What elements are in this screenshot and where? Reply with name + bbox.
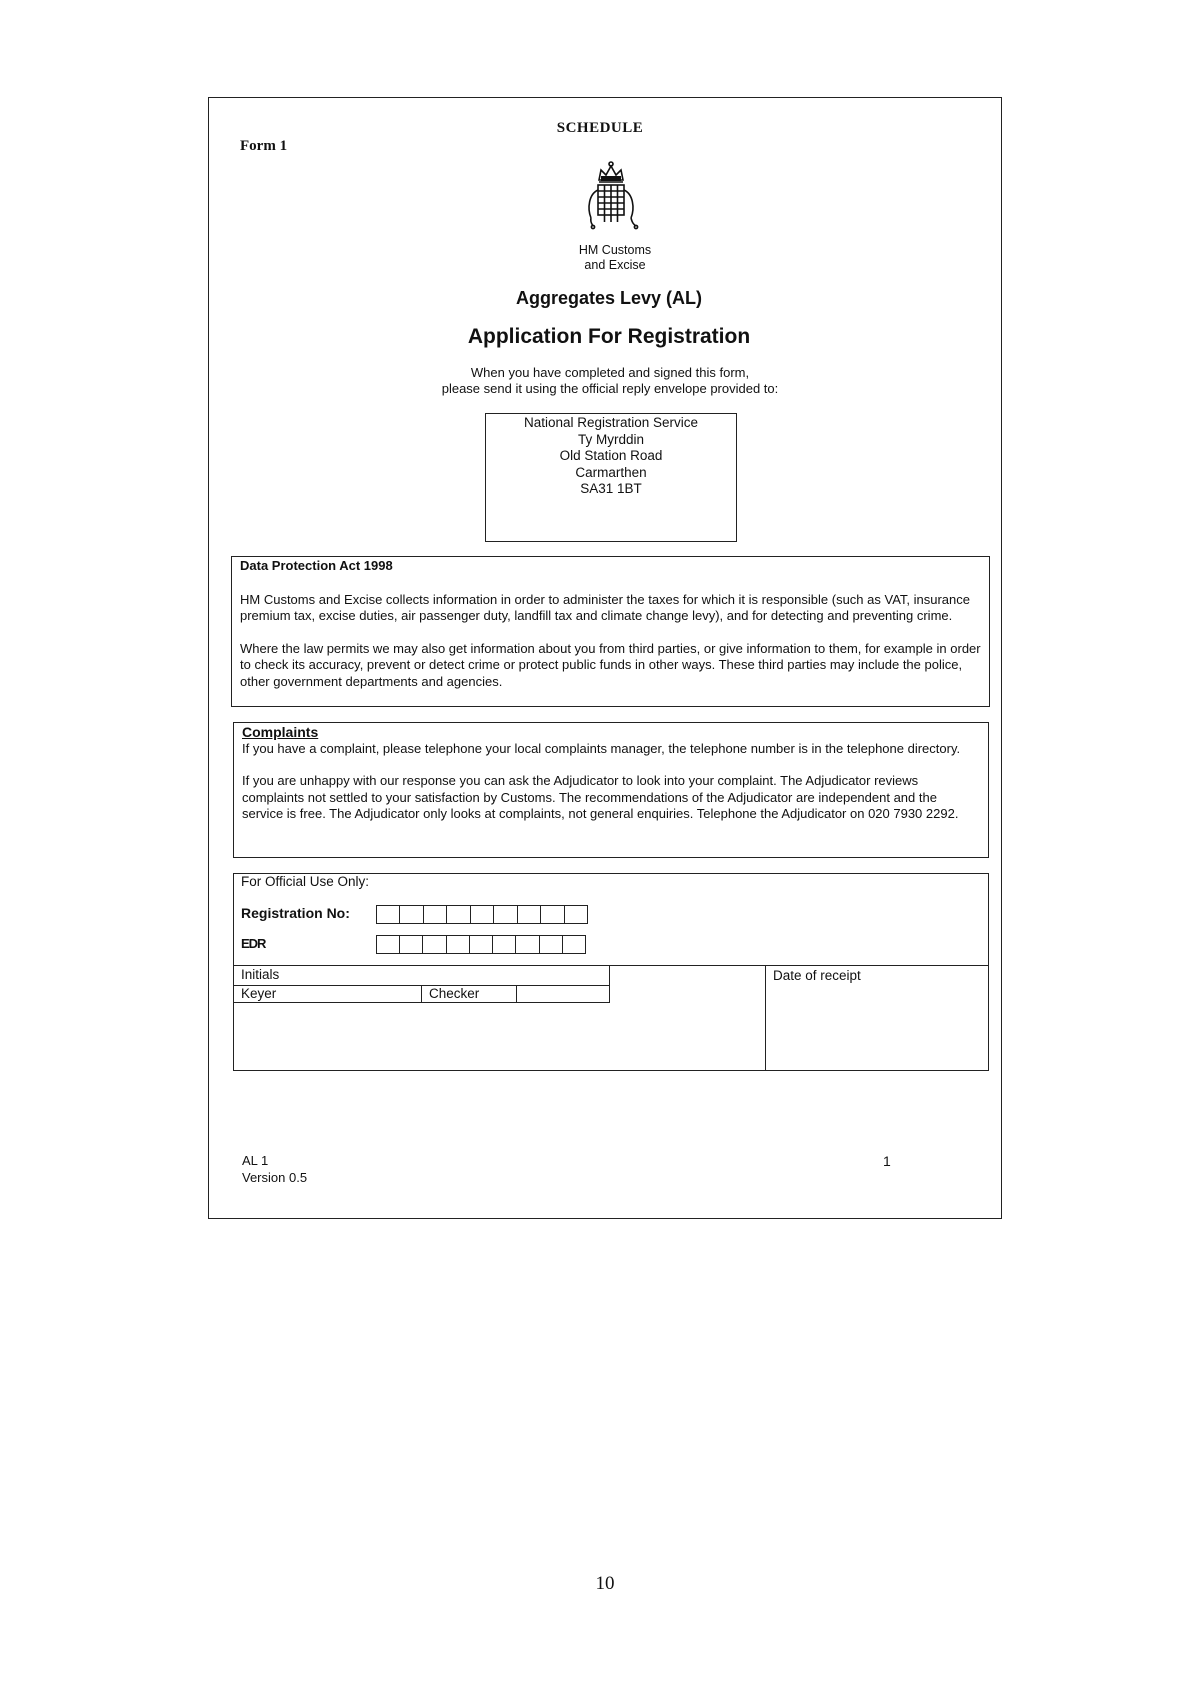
complaints-title: Complaints (242, 724, 319, 740)
complaints-paragraph: If you are unhappy with our response you can ask the Adjudicator to look into your complaint. The Adjudicator reviews complaints not settled to your satisfaction by Customs. The recommendations of the Adjudicator are independent and the service is free. The Adjudicator only looks at complaints, not general enquiries. Telephone the Adjudicator on 020 7930 2292. (242, 773, 959, 821)
digit-box[interactable] (470, 936, 493, 953)
address-line: National Registration Service (523, 415, 699, 430)
return-address-box (485, 413, 737, 542)
schedule-title: SCHEDULE (556, 120, 644, 136)
registration-number-field[interactable] (376, 905, 588, 924)
digit-box[interactable] (447, 936, 470, 953)
edr-label: EDR (241, 936, 266, 951)
keyer-label: Keyer (241, 986, 277, 1001)
address-line: Old Station Road (559, 448, 663, 463)
edr-field[interactable] (376, 935, 586, 954)
digit-box[interactable] (447, 906, 470, 923)
digit-box[interactable] (471, 906, 494, 923)
data-protection-paragraph: HM Customs and Excise collects information in order to administer the taxes for which it is responsible (such as VAT, insurance premium tax, excise duties, air passenger duty, landfill tax and climate change levy), and for detecting and preventing crime. (240, 591, 970, 623)
keyer-field-separator (421, 985, 422, 1003)
date-of-receipt-label: Date of receipt (773, 968, 861, 983)
instructions-line1: When you have completed and signed this form, (470, 365, 750, 380)
digit-box[interactable] (377, 906, 400, 923)
digit-box[interactable] (400, 936, 423, 953)
data-protection-section (231, 556, 990, 707)
data-protection-paragraph: Where the law permits we may also get information about you from third parties, or give information to them, for example in order to check its accuracy, prevent or detect crime or protect public funds in other ways. These third parties may include the police, other government departments and agencies. (240, 640, 981, 689)
initials-label: Initials (241, 967, 280, 982)
official-use-label: For Official Use Only: (241, 874, 370, 889)
data-protection-title: Data Protection Act 1998 (240, 558, 393, 573)
digit-box[interactable] (494, 906, 517, 923)
digit-box[interactable] (377, 936, 400, 953)
levy-title: Aggregates Levy (AL) (515, 288, 703, 308)
digit-box[interactable] (493, 936, 516, 953)
digit-box[interactable] (565, 906, 587, 923)
form-label: Form 1 (240, 138, 288, 154)
address-line: Ty Myrddin (577, 431, 645, 447)
checker-label: Checker (429, 986, 480, 1001)
address-line: SA31 1BT (580, 481, 642, 496)
checker-field-separator (516, 985, 517, 1003)
digit-box[interactable] (540, 936, 563, 953)
digit-box[interactable] (541, 906, 564, 923)
digit-box[interactable] (516, 936, 539, 953)
page-number: 10 (595, 1573, 615, 1594)
digit-box[interactable] (424, 906, 447, 923)
department-name-line1: HM Customs (578, 243, 652, 257)
registration-number-label: Registration No: (241, 905, 350, 921)
address-line: Carmarthen (575, 464, 647, 480)
form-version: Version 0.5 (242, 1170, 308, 1185)
digit-box[interactable] (400, 906, 423, 923)
digit-box[interactable] (518, 906, 541, 923)
application-title: Application For Registration (467, 325, 751, 348)
complaints-paragraph: If you have a complaint, please telephone your local complaints manager, the telephone number is in the telephone directory. (242, 740, 961, 756)
digit-box[interactable] (423, 936, 446, 953)
form-code: AL 1 (242, 1153, 269, 1168)
department-name-line2: and Excise (584, 258, 646, 272)
instructions-line2: please send it using the official reply envelope provided to: (441, 381, 779, 396)
complaints-section (233, 722, 989, 858)
royal-crest-icon (581, 160, 641, 235)
form-page-number: 1 (883, 1153, 891, 1169)
digit-box[interactable] (563, 936, 585, 953)
